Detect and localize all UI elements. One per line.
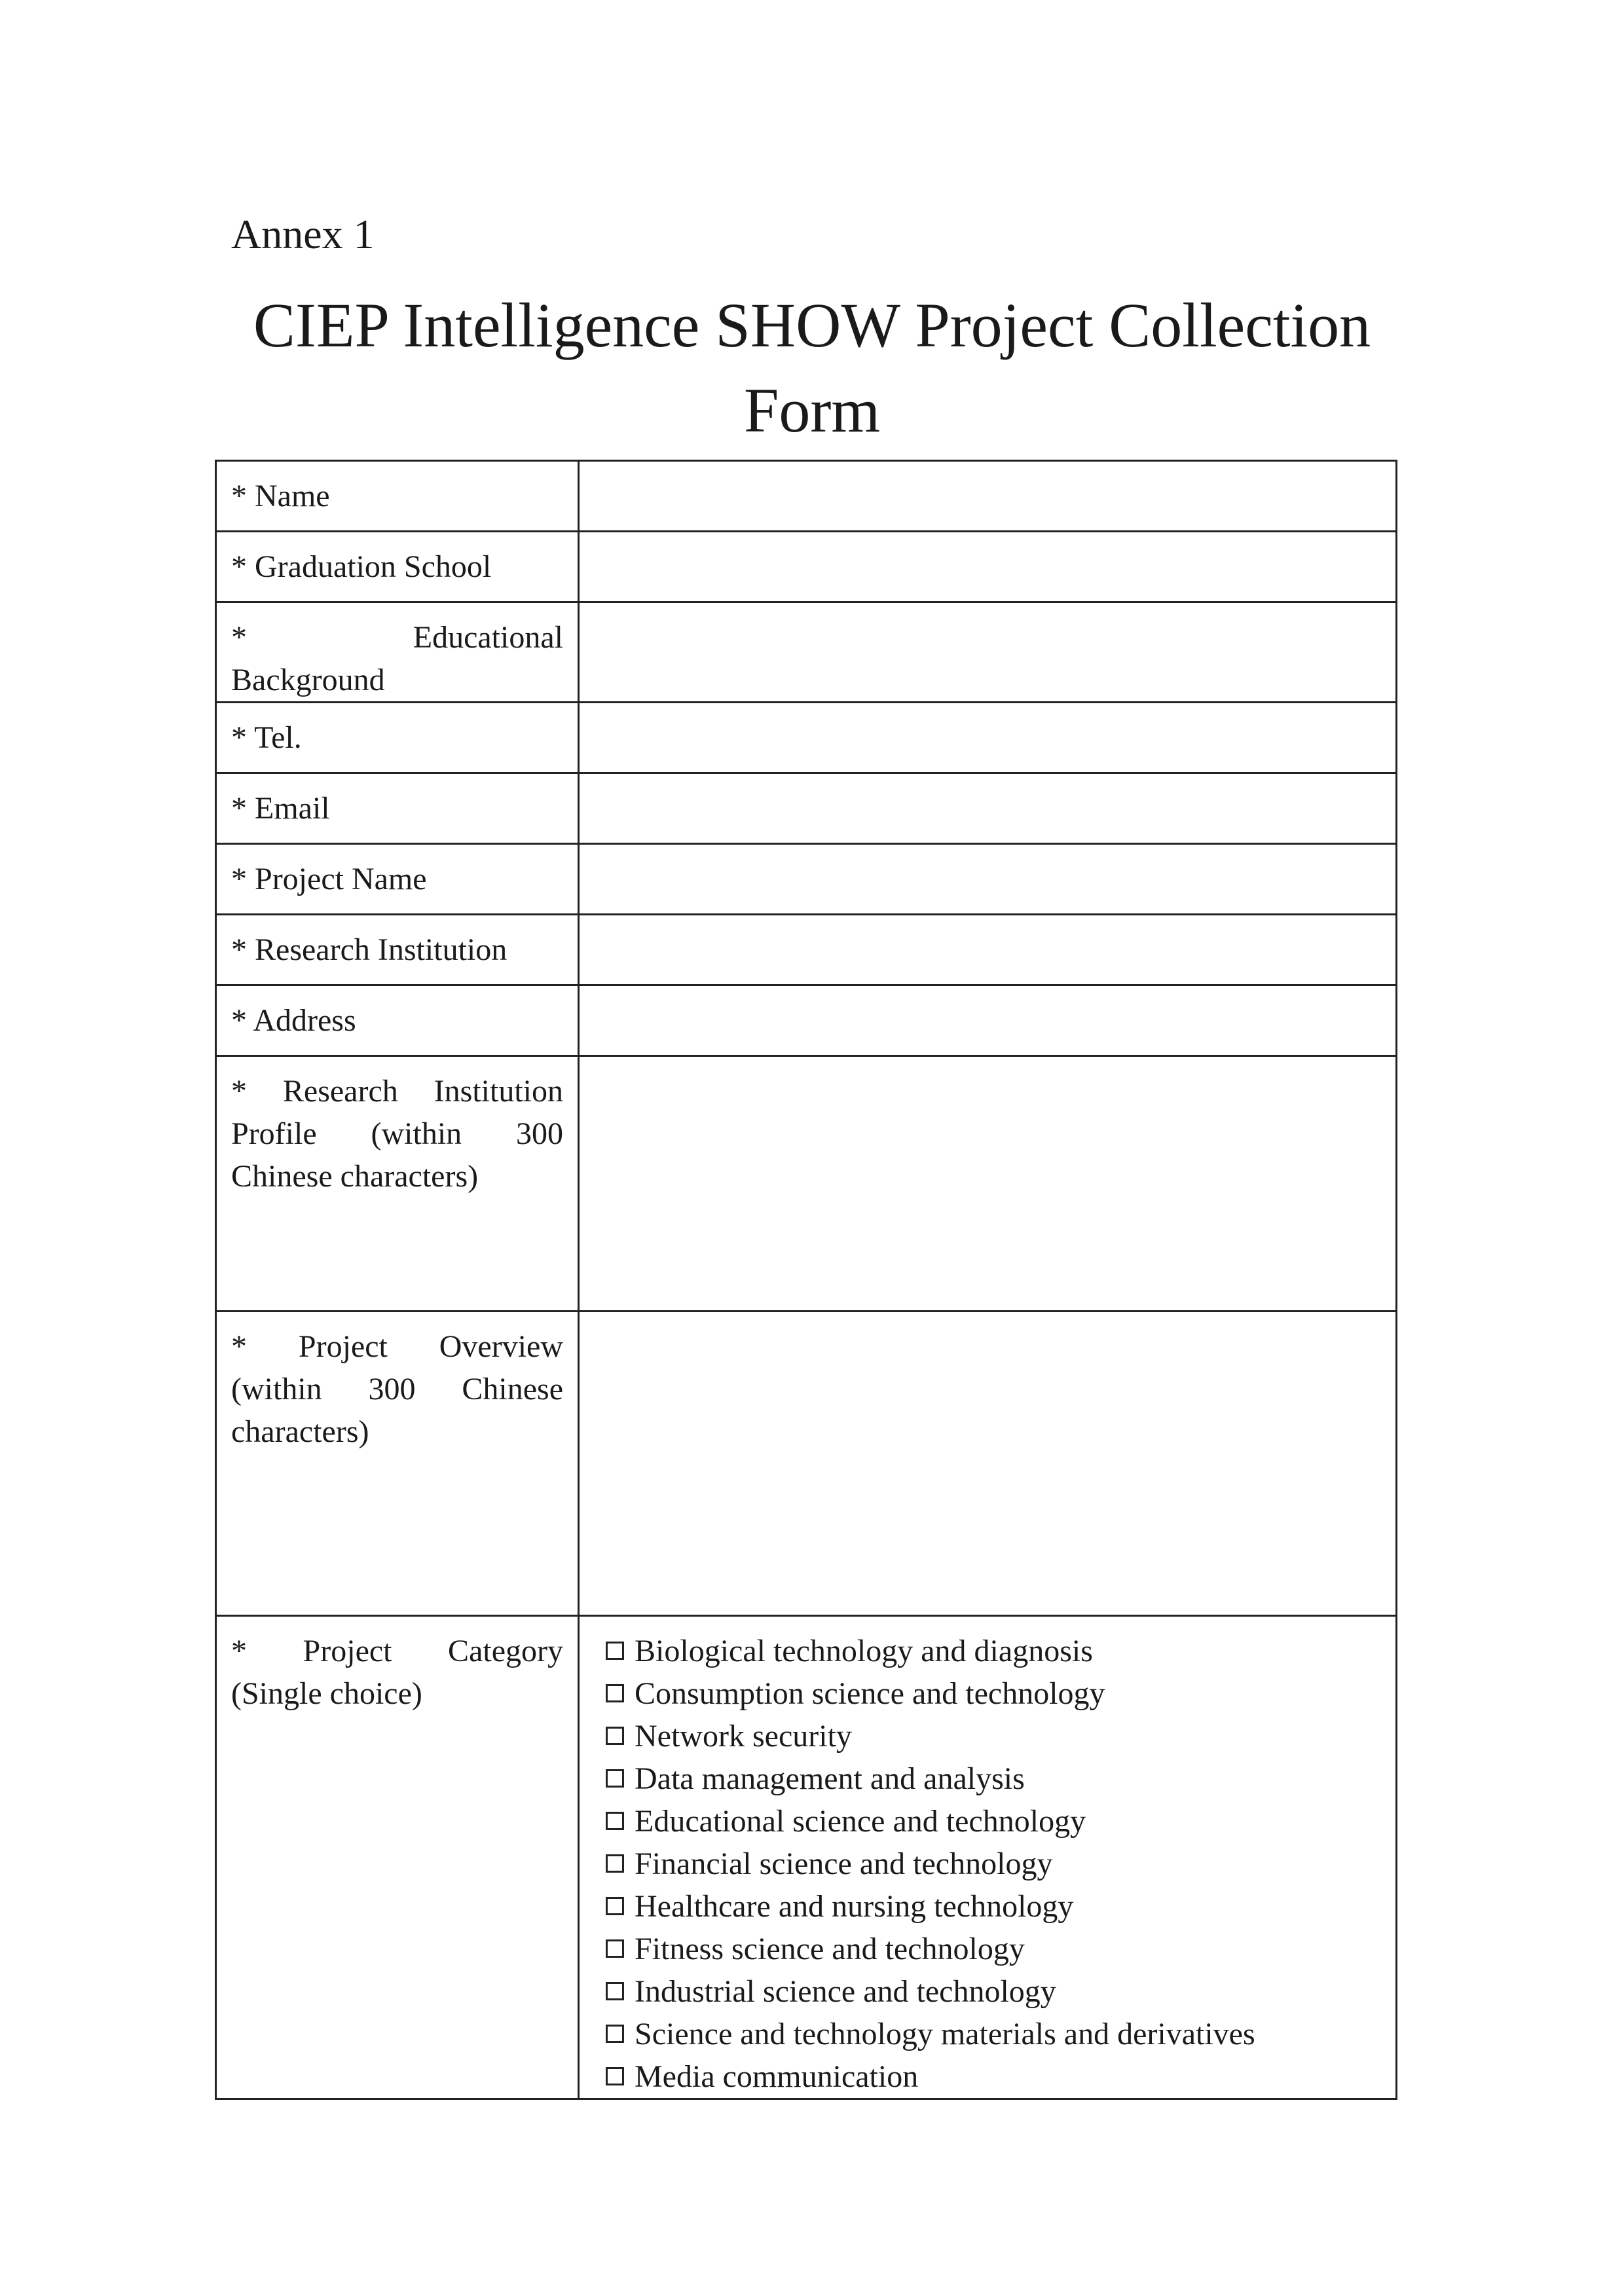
category-option-label: Data management and analysis	[635, 1761, 1025, 1796]
project-name-label: * Project Name	[216, 844, 579, 915]
checkbox-icon[interactable]	[606, 1812, 624, 1830]
form-row-address	[216, 985, 1397, 1056]
checkbox-icon[interactable]	[606, 1897, 624, 1915]
checkbox-icon[interactable]	[606, 1939, 624, 1958]
educational-background-label: * Educational Background	[216, 602, 579, 703]
form-row-project-overview	[216, 1312, 1397, 1616]
category-option[interactable]	[606, 1630, 1382, 1672]
name-field[interactable]	[579, 461, 1397, 532]
graduation-school-label: * Graduation School	[216, 532, 579, 602]
checkbox-icon[interactable]	[606, 2067, 624, 2085]
address-label: * Address	[216, 985, 579, 1056]
form-title: CIEP Intelligence SHOW Project Collection Form	[253, 290, 1371, 445]
category-option[interactable]	[606, 1715, 1382, 1757]
checkbox-icon[interactable]	[606, 2025, 624, 2043]
institution-profile-field[interactable]	[579, 1056, 1397, 1312]
email-field[interactable]	[579, 773, 1397, 844]
category-option-label: Consumption science and technology	[635, 1676, 1105, 1711]
form-row-name	[216, 461, 1397, 532]
form-row-email	[216, 773, 1397, 844]
project-overview-field[interactable]	[579, 1312, 1397, 1616]
research-institution-field[interactable]	[579, 915, 1397, 985]
form-row-research-institution	[216, 915, 1397, 985]
checkbox-icon[interactable]	[606, 1854, 624, 1873]
checkbox-icon[interactable]	[606, 1769, 624, 1788]
category-option[interactable]	[606, 1928, 1382, 1970]
category-option[interactable]	[606, 1885, 1382, 1928]
email-label: * Email	[216, 773, 579, 844]
category-option[interactable]	[606, 1800, 1382, 1843]
project-overview-label: * Project Overview (within 300 Chinese characters)	[216, 1312, 579, 1616]
checkbox-icon[interactable]	[606, 1684, 624, 1702]
category-option-label: Financial science and technology	[635, 1846, 1053, 1881]
form-row-graduation-school	[216, 532, 1397, 602]
form-row-tel	[216, 703, 1397, 773]
research-institution-label: * Research Institution	[216, 915, 579, 985]
graduation-school-field[interactable]	[579, 532, 1397, 602]
annex-label: Annex 1	[231, 211, 375, 257]
institution-profile-label: * Research Institution Profile (within 300 Chinese characters)	[216, 1056, 579, 1312]
project-category-label: * Project Category (Single choice)	[216, 1616, 579, 2099]
project-collection-form	[215, 460, 1397, 2100]
category-option[interactable]	[606, 1757, 1382, 1800]
category-choice-list	[606, 1630, 1382, 2098]
checkbox-icon[interactable]	[606, 1642, 624, 1660]
category-option-label: Healthcare and nursing technology	[635, 1889, 1074, 1924]
form-row-institution-profile	[216, 1056, 1397, 1312]
category-option[interactable]	[606, 1843, 1382, 1885]
educational-background-field[interactable]	[579, 602, 1397, 703]
project-category-options	[579, 1616, 1397, 2099]
checkbox-icon[interactable]	[606, 1982, 624, 2000]
category-option-label: Network security	[635, 1719, 852, 1753]
category-option[interactable]	[606, 2055, 1382, 2098]
form-row-project-name	[216, 844, 1397, 915]
category-option-label: Educational science and technology	[635, 1804, 1086, 1839]
form-row-project-category	[216, 1616, 1397, 2099]
checkbox-icon[interactable]	[606, 1727, 624, 1745]
category-option-label: Fitness science and technology	[635, 1932, 1025, 1966]
category-option-label: Industrial science and technology	[635, 1974, 1056, 2009]
tel-field[interactable]	[579, 703, 1397, 773]
tel-label: * Tel.	[216, 703, 579, 773]
form-row-educational-background	[216, 602, 1397, 703]
category-option[interactable]	[606, 2013, 1382, 2055]
address-field[interactable]	[579, 985, 1397, 1056]
project-name-field[interactable]	[579, 844, 1397, 915]
category-option-label: Science and technology materials and derivatives	[635, 2017, 1255, 2051]
name-label: * Name	[216, 461, 579, 532]
category-option[interactable]	[606, 1970, 1382, 2013]
category-option-label: Media communication	[635, 2059, 919, 2094]
category-option[interactable]	[606, 1672, 1382, 1715]
category-option-label: Biological technology and diagnosis	[635, 1634, 1093, 1668]
